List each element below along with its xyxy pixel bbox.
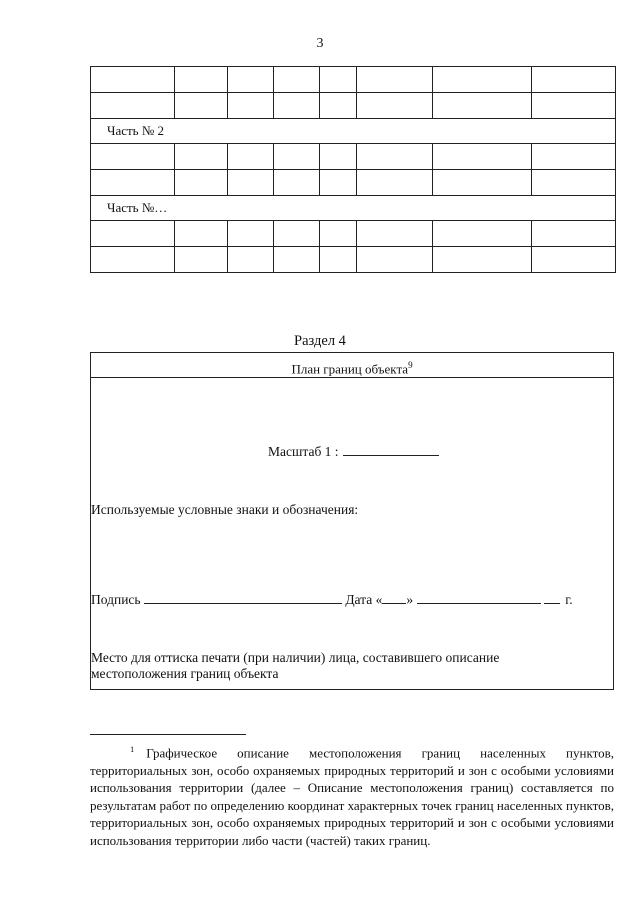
date-day-line[interactable] [382, 591, 406, 604]
table-cell[interactable] [175, 93, 228, 119]
table-cell[interactable] [228, 93, 274, 119]
table-cell[interactable] [274, 67, 320, 93]
table-row [91, 170, 616, 196]
table-row [91, 144, 616, 170]
plan-header [90, 352, 614, 378]
table-cell[interactable] [433, 67, 532, 93]
stamp-area-label: Место для оттиска печати (при наличии) лица, составившего описание местоположения границ объекта [91, 650, 500, 681]
footnote-divider [90, 734, 246, 735]
date-label: Дата « [345, 592, 383, 607]
table-cell[interactable] [357, 144, 433, 170]
legend-label: Используемые условные знаки и обозначения: [91, 502, 359, 517]
footnote-mark: 1 [130, 744, 135, 754]
table-row [91, 221, 616, 247]
table-cell[interactable] [357, 67, 433, 93]
table-part-row [91, 119, 616, 144]
table-cell[interactable] [320, 221, 357, 247]
page-number: 3 [316, 36, 324, 51]
table-cell[interactable] [175, 170, 228, 196]
part-label: Часть №… [91, 196, 616, 221]
table-cell[interactable] [274, 144, 320, 170]
table-cell[interactable] [175, 247, 228, 273]
table-cell[interactable] [91, 93, 175, 119]
table-cell[interactable] [228, 221, 274, 247]
table-cell[interactable] [320, 93, 357, 119]
table-cell[interactable] [320, 247, 357, 273]
table-cell[interactable] [228, 170, 274, 196]
table-row [91, 93, 616, 119]
table-cell[interactable] [433, 247, 532, 273]
table-cell[interactable] [175, 221, 228, 247]
scale-blank[interactable] [343, 443, 439, 456]
table-cell[interactable] [228, 144, 274, 170]
table-cell[interactable] [228, 247, 274, 273]
table-cell[interactable] [91, 144, 175, 170]
section-title: Раздел 4 [294, 333, 346, 349]
scale-label: Масштаб 1 : [268, 444, 339, 459]
table-cell[interactable] [274, 247, 320, 273]
table-cell[interactable] [91, 221, 175, 247]
table-cell[interactable] [175, 144, 228, 170]
plan-header-text: План границ объекта [291, 361, 409, 377]
date-close: » [406, 592, 414, 607]
footnote-text: Графическое описание местоположения границ населенных пунктов, территориальных зон, особо охраняемых природных территорий и зон с особыми условиями использования территории (далее – Описание местоположения границ) составляется по результатам работ по определению координат характерных точек границ населенных пунктов, территориальных зон, особо охраняемых природных территорий и зон с особыми условиями использования территории либо части (частей) таких границ. [90, 745, 614, 848]
table-cell[interactable] [532, 247, 616, 273]
table-cell[interactable] [91, 170, 175, 196]
year-suffix: г. [565, 592, 573, 607]
plan-box [90, 352, 614, 690]
table-cell[interactable] [320, 144, 357, 170]
table-cell[interactable] [274, 170, 320, 196]
footnote [90, 741, 614, 849]
table-cell[interactable] [320, 170, 357, 196]
signature-label: Подпись [91, 592, 141, 607]
table-cell[interactable] [532, 93, 616, 119]
table-cell[interactable] [357, 170, 433, 196]
table-cell[interactable] [532, 67, 616, 93]
scale-field [268, 443, 439, 460]
table-cell[interactable] [433, 93, 532, 119]
date-month-line[interactable] [417, 591, 541, 604]
part-label: Часть № 2 [91, 119, 616, 144]
table-cell[interactable] [433, 170, 532, 196]
table-row [91, 247, 616, 273]
table-cell[interactable] [357, 221, 433, 247]
table-cell[interactable] [357, 247, 433, 273]
table-cell[interactable] [91, 67, 175, 93]
table-cell[interactable] [532, 170, 616, 196]
signature-line[interactable] [144, 591, 342, 604]
table-cell[interactable] [274, 93, 320, 119]
signature-row [91, 591, 573, 608]
table-cell[interactable] [274, 221, 320, 247]
coordinates-table [90, 66, 616, 273]
table-cell[interactable] [228, 67, 274, 93]
table-cell[interactable] [91, 247, 175, 273]
table-row [91, 67, 616, 93]
table-cell[interactable] [433, 144, 532, 170]
table-cell[interactable] [532, 144, 616, 170]
table-cell[interactable] [320, 67, 357, 93]
table-cell[interactable] [175, 67, 228, 93]
footnote-ref: 9 [408, 360, 413, 370]
table-cell[interactable] [357, 93, 433, 119]
date-year-line[interactable] [544, 591, 560, 604]
table-cell[interactable] [532, 221, 616, 247]
table-part-row [91, 196, 616, 221]
table-cell[interactable] [433, 221, 532, 247]
